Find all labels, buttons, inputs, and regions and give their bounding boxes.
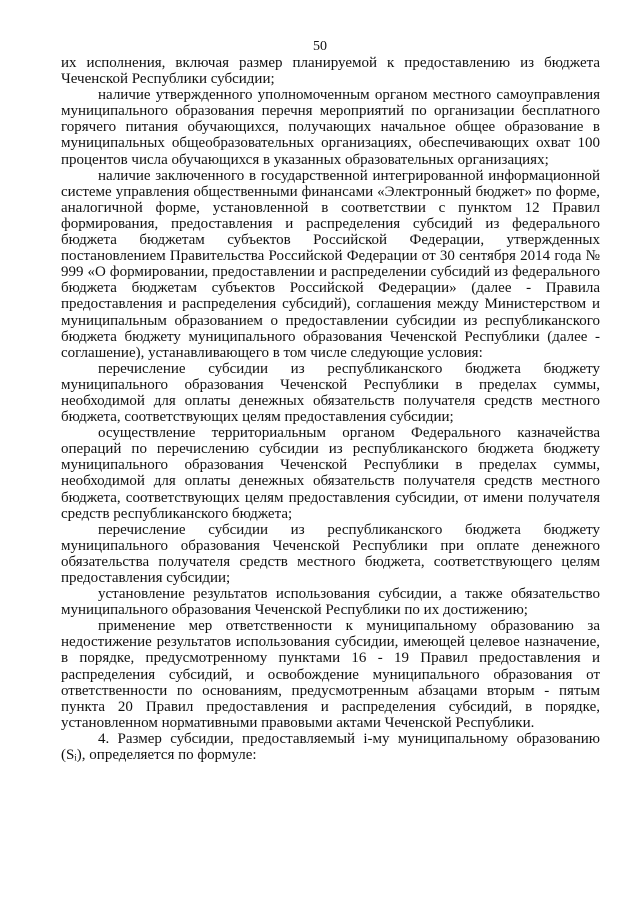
paragraph-meal-program-list: наличие утвержденного уполномоченным органом местного самоуправления муниципального образования перечня мероприятий по организации бесплатного горячего питания обучающихся, получающих начальное общее образование в муниципальных общеобразовательных организациях, обеспечивающих охват 100 процентов числа обучающихся в указанных образовательных организациях; bbox=[61, 87, 600, 168]
paragraph-condition-treasury: осуществление территориальным органом Федерального казначейства операций по перечислению субсидии из республиканского бюджета бюджету муниципального образования Чеченской Республики в пределах суммы, необходимой для оплаты денежных обязательств получателя средств местного бюджета, соответствующих целям предоставления субсидии, от имени получателя средств республиканского бюджета; bbox=[61, 425, 600, 522]
document-body bbox=[61, 55, 600, 763]
paragraph-condition-transfer: перечисление субсидии из республиканского бюджета бюджету муниципального образования Чеченской Республики в пределах суммы, необходимой для оплаты денежных обязательств получателя средств местного бюджета, соответствующих целям предоставления субсидии; bbox=[61, 360, 600, 426]
paragraph-condition-results: установление результатов использования субсидии, а также обязательство муниципального образования Чеченской Республики по их достижению; bbox=[61, 586, 600, 619]
page-number: 50 bbox=[313, 39, 327, 54]
paragraph-subsidy-size: 4. Размер субсидии, предоставляемый i-му муниципальному образованию (Sᵢ), определяется по формуле: bbox=[61, 730, 600, 764]
paragraph-condition-payment: перечисление субсидии из республиканского бюджета бюджету муниципального образования Чеченской Республики при оплате денежного обязательства получателя средств местного бюджета, соответствующего целям предоставления субсидии; bbox=[61, 521, 600, 586]
paragraph-continuation: их исполнения, включая размер планируемой к предоставлению из бюджета Чеченской Республики субсидии; bbox=[61, 55, 600, 88]
paragraph-condition-liability: применение мер ответственности к муниципальному образованию за недостижение результатов использования субсидии, имеющей целевое назначение, в порядке, предусмотренному пунктами 16 - 19 Правил предоставления и распределения субсидий, и освобождение муниципального образования от ответственности по основаниям, предусмотренным абзацами вторым - пятым пункта 20 Правил предоставления и распределения субсидий, в порядке, установленном нормативными правовыми актами Чеченской Республики. bbox=[61, 618, 600, 731]
paragraph-agreement-conditions: наличие заключенного в государственной интегрированной информационной системе управления общественными финансами «Электронный бюджет» по форме, аналогичной форме, установленной в соответствии с пунктом 12 Правил формирования, предоставления и распределения субсидий из федерального бюджета бюджетам субъектов Российской Федерации, утвержденных постановлением Правительства Российской Федерации от 30 сентября 2014 года № 999 «О формировании, предоставлении и распределении субсидий из федерального бюджета бюджетам субъектов Российской Федерации» (далее - Правила предоставления и распределения субсидий), соглашения между Министерством и муниципальным образованием о предоставлении субсидии из республиканского бюджета бюджету муниципального образования Чеченской Республики (далее - соглашение), устанавливающего в том числе следующие условия: bbox=[61, 167, 600, 361]
